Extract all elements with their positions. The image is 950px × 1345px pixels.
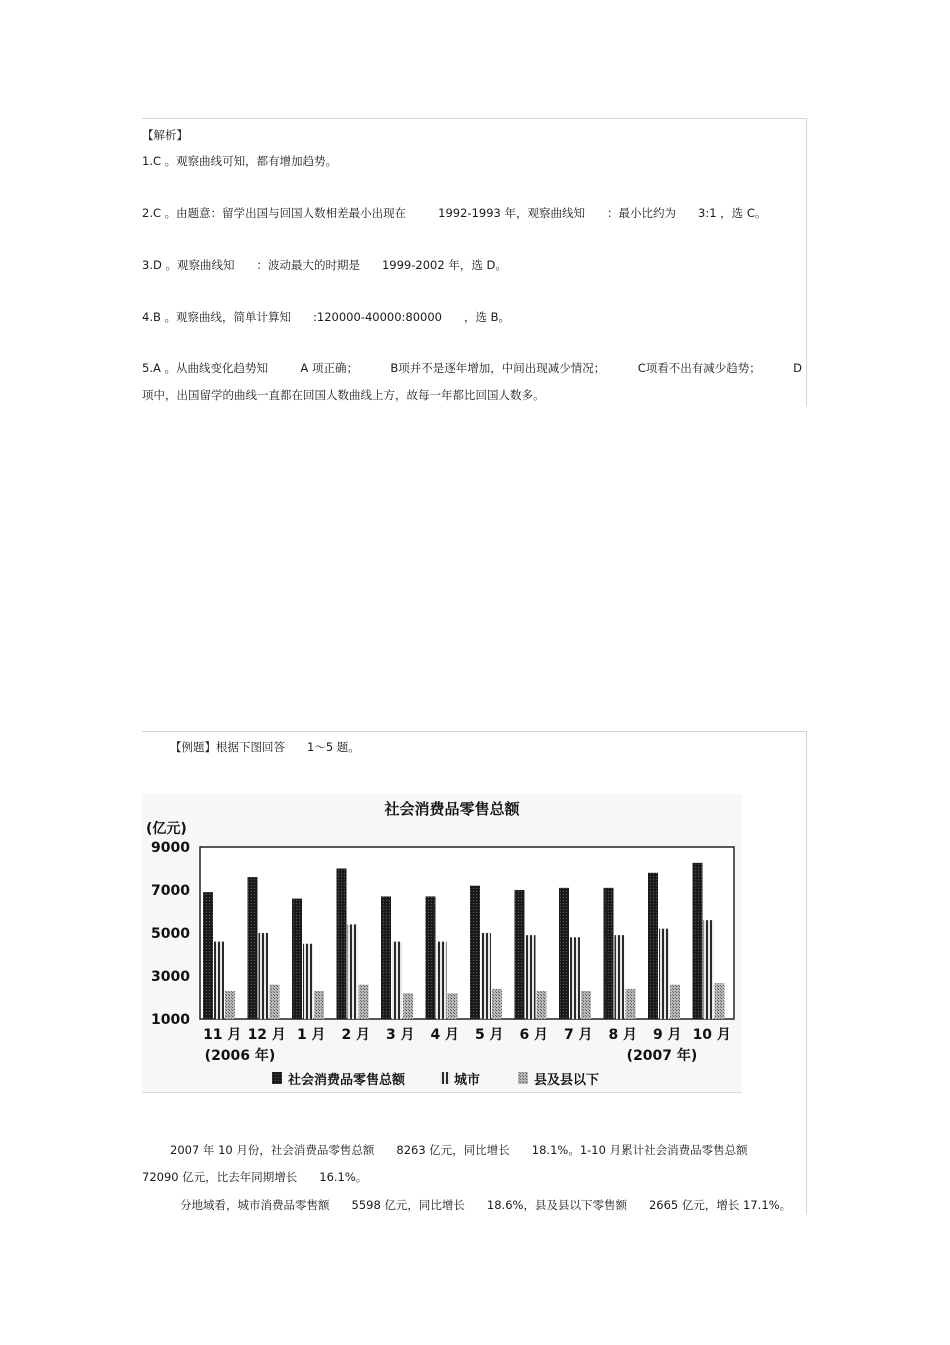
stats-p1-a: 2007 年 10 月份，社会消费品零售总额 <box>170 1143 375 1157</box>
bar-urban <box>259 933 269 1019</box>
bar-rural <box>581 991 591 1019</box>
x-axis-labels <box>203 1027 731 1043</box>
legend-label-rural: 县及县以下 <box>534 1073 600 1088</box>
stats-p1-b: 8263 亿元，同比增长 <box>396 1143 510 1157</box>
stats-p2-a: 分地域看，城市消费品零售额 <box>180 1198 330 1212</box>
bar-rural <box>270 985 280 1019</box>
legend-label-urban: 城市 <box>454 1073 481 1088</box>
bar-total <box>337 869 347 1020</box>
year-label-2007: (2007 年) <box>626 1048 698 1064</box>
y-axis-ticks <box>151 840 190 1028</box>
x-tick-label: 3 月 <box>385 1027 415 1043</box>
bar-total <box>248 877 258 1019</box>
bar-urban <box>481 933 491 1019</box>
year-label-2006: (2006 年) <box>204 1048 276 1064</box>
example-prompt <box>170 739 360 755</box>
item-3-part-c: 1999-2002 年，选 D。 <box>381 258 507 272</box>
bar-rural <box>314 991 324 1019</box>
analysis-item-1 <box>142 153 337 169</box>
analysis-item-3 <box>142 257 507 273</box>
item-1-text: 1.C 。观察曲线可知，都有增加趋势。 <box>142 154 338 168</box>
item-5-part-a: 5.A 。从曲线变化趋势知 <box>142 361 268 375</box>
analysis-item-5 <box>142 360 802 376</box>
bar-rural <box>537 991 547 1019</box>
chart-title: 社会消费品零售总额 <box>384 800 520 818</box>
analysis-item-4 <box>142 309 510 325</box>
item-5-part-d: C项看不出有减少趋势； <box>637 361 761 375</box>
x-tick-label: 7 月 <box>563 1027 593 1043</box>
example-prompt-b: 1～5 题。 <box>307 740 360 754</box>
item-4-part-c: ，选 B。 <box>464 310 511 324</box>
bar-rural <box>670 985 680 1019</box>
bar-total <box>648 873 658 1019</box>
bar-rural <box>448 993 458 1019</box>
bar-total <box>515 890 525 1019</box>
legend-swatch-rural <box>518 1072 528 1084</box>
item-4-part-b: :120000-40000:80000 <box>313 310 442 324</box>
item-3-part-b: ：波动最大的时期是 <box>256 258 360 272</box>
x-tick-label: 9 月 <box>652 1027 682 1043</box>
analysis-panel <box>142 118 807 407</box>
x-tick-label: 6 月 <box>519 1027 549 1043</box>
x-tick-label: 12 月 <box>247 1027 286 1043</box>
stats-paragraph-1-cont <box>142 1169 367 1185</box>
x-tick-label: 11 月 <box>203 1027 242 1043</box>
chart-legend <box>272 1072 599 1088</box>
bar-urban <box>392 942 402 1019</box>
analysis-item-2 <box>142 205 766 221</box>
item-2-part-c: ：最小比约为 <box>607 206 676 220</box>
bar-urban <box>348 924 358 1019</box>
bar-rural <box>359 985 369 1019</box>
x-tick-label: 10 月 <box>692 1027 731 1043</box>
bar-rural <box>403 993 413 1019</box>
bar-urban <box>437 942 447 1019</box>
legend-swatch-urban <box>440 1072 450 1084</box>
example-panel <box>142 731 807 1215</box>
x-tick-label: 4 月 <box>430 1027 460 1043</box>
item-5-part-c: B项并不是逐年增加，中间出现减少情况； <box>390 361 606 375</box>
y-tick-label: 1000 <box>151 1012 190 1028</box>
bar-urban <box>214 942 224 1019</box>
retail-sales-chart <box>142 794 742 1093</box>
legend-swatch-total <box>272 1072 282 1084</box>
chart-svg <box>142 794 742 1092</box>
example-prompt-a: 【例题】根据下图回答 <box>170 740 285 754</box>
bar-rural <box>492 989 502 1019</box>
bar-urban <box>526 935 536 1019</box>
x-tick-label: 8 月 <box>608 1027 638 1043</box>
stats-p2-c: 18.6%，县及县以下零售额 <box>486 1198 627 1212</box>
y-tick-label: 7000 <box>151 883 190 899</box>
item-4-part-a: 4.B 。观察曲线，简单计算知 <box>142 310 292 324</box>
item-2-part-b: 1992-1993 年，观察曲线知 <box>438 206 585 220</box>
bar-urban <box>659 929 669 1019</box>
bar-total <box>426 896 436 1019</box>
analysis-item-5-cont <box>142 387 545 403</box>
item-5-part-e: D <box>793 361 802 375</box>
y-tick-label: 5000 <box>151 926 190 942</box>
stats-p1-cont-a: 72090 亿元，比去年同期增长 <box>142 1170 298 1184</box>
bar-rural <box>626 989 636 1019</box>
stats-paragraph-2 <box>180 1197 791 1213</box>
bar-total <box>292 899 302 1019</box>
bar-rural <box>225 991 235 1019</box>
stats-p1-cont-b: 16.1%。 <box>319 1170 368 1184</box>
bar-urban <box>303 944 313 1019</box>
bar-urban <box>615 935 625 1019</box>
x-tick-label: 1 月 <box>296 1027 326 1043</box>
bar-rural <box>715 983 725 1019</box>
legend-label-total: 社会消费品零售总额 <box>288 1073 406 1088</box>
bar-total <box>203 892 213 1019</box>
y-tick-label: 3000 <box>151 969 190 985</box>
bar-urban <box>704 920 714 1019</box>
stats-p2-d: 2665 亿元，增长 17.1%。 <box>648 1198 792 1212</box>
bar-urban <box>570 937 580 1019</box>
bar-total <box>604 888 614 1019</box>
analysis-heading: 【解析】 <box>142 128 188 142</box>
y-tick-label: 9000 <box>151 840 190 856</box>
bar-total <box>693 863 703 1019</box>
bar-total <box>381 896 391 1019</box>
bar-total <box>559 888 569 1019</box>
item-2-part-a: 2.C 。由题意：留学出国与回国人数相差最小出现在 <box>142 206 407 220</box>
stats-p2-b: 5598 亿元，同比增长 <box>351 1198 465 1212</box>
bar-total <box>470 886 480 1019</box>
item-2-part-d: 3:1 ，选 C。 <box>698 206 767 220</box>
x-tick-label: 5 月 <box>474 1027 504 1043</box>
y-unit-label: (亿元) <box>146 821 187 837</box>
x-tick-label: 2 月 <box>341 1027 371 1043</box>
stats-paragraph-1 <box>170 1142 748 1158</box>
item-5-part-b: A 项正确； <box>300 361 358 375</box>
item-5-continuation: 项中，出国留学的曲线一直都在回国人数曲线上方，故每一年都比回国人数多。 <box>142 388 545 402</box>
stats-p1-c: 18.1%。1-10 月累计社会消费品零售总额 <box>531 1143 748 1157</box>
item-3-part-a: 3.D 。观察曲线知 <box>142 258 235 272</box>
